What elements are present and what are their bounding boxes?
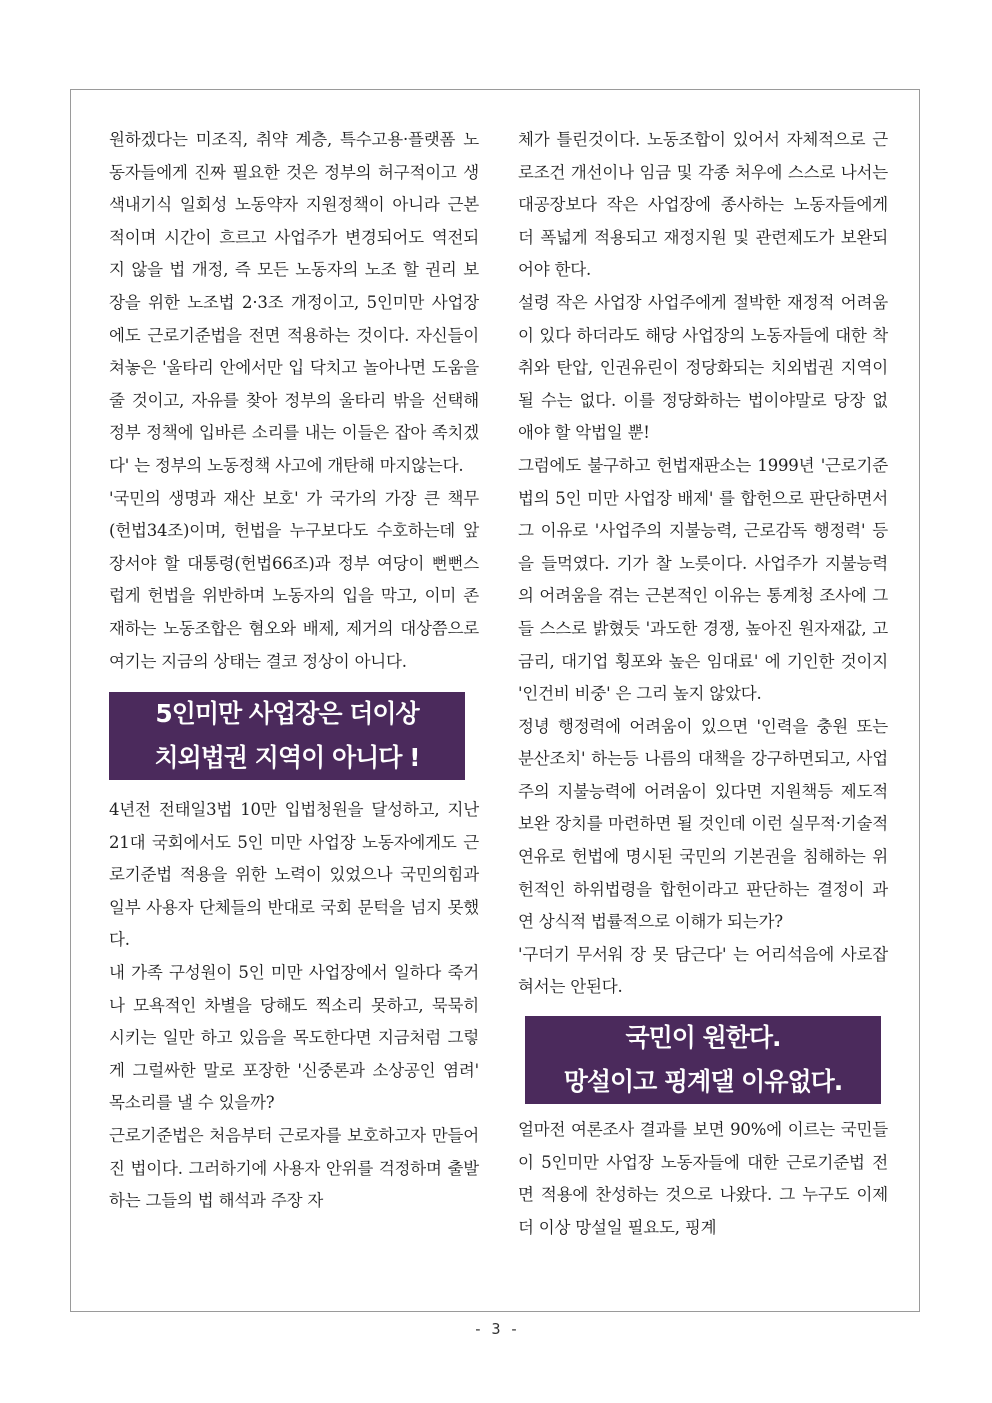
paragraph: 그럼에도 불구하고 헌법재판소는 1999년 '근로기준법의 5인 미만 사업장 배제' 를 합헌으로 판단하면서 그 이유로 '사업주의 지불능력, 근로감독 행정력' 등을 들먹였다. 기가 찰 노릇이다. 사업주가 지불능력의 어려움을 겪는 근본적인 이유는 통계청 조사에 그들 스스로 밝혔듯 '과도한 경쟁, 높아진 원자재값, 고금리, 대기업 횡포와 높은 임대료' 에 기인한 것이지 '인건비 비중' 은 그리 높지 않았다. — [518, 455, 888, 704]
heading-line: 치외법권 지역이 아니다 ! — [154, 743, 420, 773]
left-column — [109, 124, 479, 1218]
page-number: - 3 - — [473, 1320, 519, 1338]
heading-line: 망설이고 핑계댈 이유없다. — [563, 1067, 843, 1097]
paragraph: 얼마전 여론조사 결과를 보면 90%에 이르는 국민들이 5인미만 사업장 노동자들에 대한 근로기준법 전면 적용에 찬성하는 것으로 나왔다. 그 누구도 이제 더 이상 망설일 필요도, 핑계 — [518, 1120, 888, 1237]
paragraph: '국민의 생명과 재산 보호' 가 국가의 가장 큰 책무(헌법34조)이며, 헌법을 누구보다도 수호하는데 앞장서야 할 대통령(헌법66조)과 정부 여당이 뻔뻔스럽게 헌법을 위반하며 노동자의 입을 막고, 이미 존재하는 노동조합은 혐오와 배제, 제거의 대상쯤으로 여기는 지금의 상태는 결코 정상이 아니다. — [109, 488, 479, 671]
section-heading — [525, 1016, 881, 1104]
paragraph: 내 가족 구성원이 5인 미만 사업장에서 일하다 죽거나 모욕적인 차별을 당해도 찍소리 못하고, 묵묵히 시키는 일만 하고 있음을 목도한다면 지금처럼 그렇게 그럴싸한 말로 포장한 '신중론과 소상공인 염려' 목소리를 낼 수 있을까? — [109, 963, 479, 1113]
paragraph: '구더기 무서워 장 못 담근다' 는 어리석음에 사로잡혀서는 안된다. — [518, 944, 888, 997]
heading-line: 국민이 원한다. — [625, 1023, 781, 1053]
section-heading — [109, 692, 465, 780]
paragraph: 4년전 전태일3법 10만 입법청원을 달성하고, 지난 21대 국회에서도 5인 미만 사업장 노동자에게도 근로기준법 적용을 위한 노력이 있었으나 국민의힘과 일부 사용자 단체들의 반대로 국회 문턱을 넘지 못했다. — [109, 800, 479, 950]
paragraph: 원하겠다는 미조직, 취약 계층, 특수고용·플랫폼 노동자들에게 진짜 필요한 것은 정부의 허구적이고 생색내기식 일회성 노동약자 지원정책이 아니라 근본적이며 시간이 흐르고 사업주가 변경되어도 역전되지 않을 법 개정, 즉 모든 노동자의 노조 할 권리 보장을 위한 노조법 2·3조 개정이고, 5인미만 사업장에도 근로기준법을 전면 적용하는 것이다. 자신들이 쳐놓은 '울타리 안에서만 입 닥치고 놀아나면 도움을 줄 것이고, 자유를 찾아 정부의 울타리 밖을 선택해 정부 정책에 입바른 소리를 내는 이들은 잡아 족치겠다' 는 정부의 노동정책 사고에 개탄해 마지않는다. — [109, 130, 479, 475]
paragraph: 설령 작은 사업장 사업주에게 절박한 재정적 어려움이 있다 하더라도 해당 사업장의 노동자들에 대한 착취와 탄압, 인권유린이 정당화되는 치외법권 지역이 될 수는 없다. 이를 정당화하는 법이야말로 당장 없애야 할 악법일 뿐! — [518, 292, 888, 443]
heading-line: 5인미만 사업장은 더이상 — [155, 699, 419, 729]
paragraph: 근로기준법은 처음부터 근로자를 보호하고자 만들어진 법이다. 그러하기에 사용자 안위를 걱정하며 출발하는 그들의 법 해석과 주장 자 — [109, 1126, 479, 1211]
right-column — [518, 124, 888, 1244]
paragraph: 체가 틀린것이다. 노동조합이 있어서 자체적으로 근로조건 개선이나 임금 및 각종 처우에 스스로 나서는 대공장보다 작은 사업장에 종사하는 노동자들에게 더 폭넓게 적용되고 재정지원 및 관련제도가 보완되어야 한다. — [518, 130, 888, 280]
paragraph: 정녕 행정력에 어려움이 있으면 '인력을 충원 또는 분산조치' 하는등 나름의 대책을 강구하면되고, 사업주의 지불능력에 어려움이 있다면 지원책등 제도적 보완 장치를 마련하면 될 것인데 이런 실무적·기술적 연유로 헌법에 명시된 국민의 기본권을 침해하는 위헌적인 하위법령을 합헌이라고 판단하는 결정이 과연 상식적 법률적으로 이해가 되는가? — [518, 716, 888, 932]
